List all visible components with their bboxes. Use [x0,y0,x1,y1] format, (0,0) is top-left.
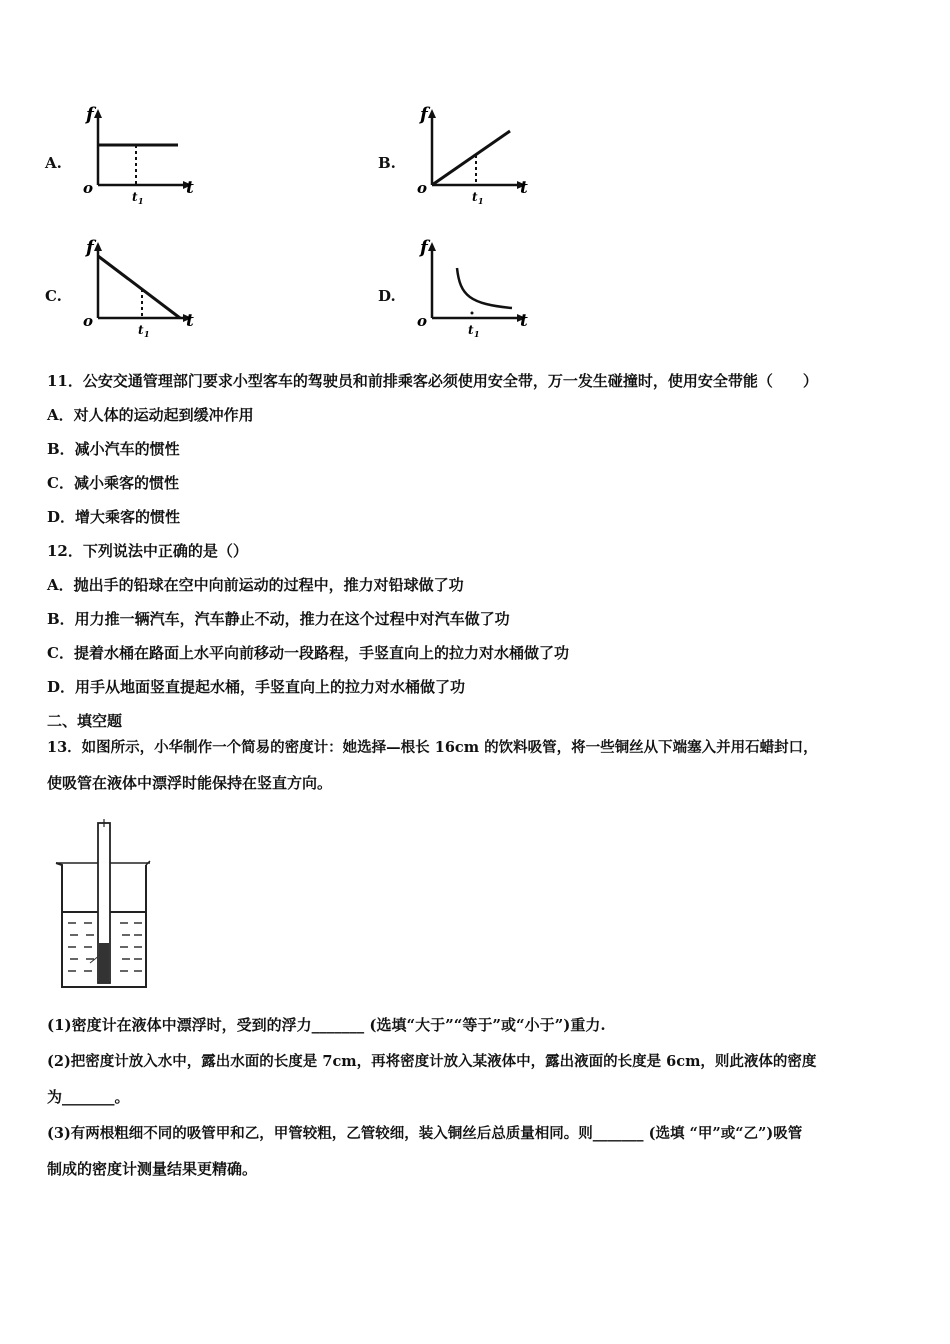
q12-option-c: C．提着水桶在路面上水平向前移动一段路程，手竖直向上的拉力对水桶做了功 [47,644,569,662]
q11-option-c: C．减小乘客的惯性 [47,474,179,492]
axis-label-t: t [186,311,194,331]
graph-d [412,238,532,338]
tick-label-t1: t [468,323,474,337]
q13-sub3-line2: 制成的密度计测量结果更精确。 [47,1160,258,1178]
q11-option-a: A．对人体的运动起到缓冲作用 [47,406,254,424]
axis-label-t: t [520,178,528,198]
axis-label-f: f [420,238,428,258]
tick-label-t1: t [138,323,144,337]
axis-label-f: f [420,105,428,125]
graph-c [78,238,198,338]
tick-label-t1: t [132,190,138,204]
q13-stem-line1: 13．如图所示，小华制作一个简易的密度计：她选择—根长 16cm 的饮料吸管，将一些铜丝从下端塞入并用石蜡封口， [47,739,818,756]
q12-option-d: D．用手从地面竖直提起水桶，手竖直向上的拉力对水桶做了功 [47,678,466,696]
axis-label-f: f [86,105,94,125]
tick-label-sub: 1 [138,196,144,205]
origin-label: o [417,312,428,330]
graph-b [412,105,532,205]
tick-label-t1: t [472,190,478,204]
option-label-d: D. [378,287,396,305]
beaker-figure [50,815,160,1000]
q11-option-b: B．减小汽车的惯性 [47,440,180,458]
q13-stem-line2: 使吸管在液体中漂浮时能保持在竖直方向。 [47,774,333,792]
option-label-a: A. [45,154,62,172]
section-title: 二、填空题 [47,712,123,730]
graph-a [78,105,198,205]
q13-sub2-line2: 为_______。 [47,1088,130,1106]
origin-label: o [417,179,428,197]
axis-label-t: t [520,311,528,331]
q11-option-d: D．增大乘客的惯性 [47,508,181,526]
q13-sub3-line1: (3)有两根粗细不同的吸管甲和乙，甲管较粗，乙管较细，装入铜丝后总质量相同。则_______ (选填 “甲”或“乙”)吸管 [47,1125,803,1142]
q13-sub1: (1)密度计在液体中漂浮时，受到的浮力_______ (选填“大于”“等于”或“小于”)重力. [47,1016,606,1034]
origin-label: o [83,179,94,197]
q12-option-b: B．用力推一辆汽车，汽车静止不动，推力在这个过程中对汽车做了功 [47,610,510,628]
tick-label-sub: 1 [144,329,150,338]
q12-option-a: A．抛出手的铅球在空中向前运动的过程中，推力对铅球做了功 [47,576,464,594]
axis-label-t: t [186,178,194,198]
q13-sub2-line1: (2)把密度计放入水中，露出水面的长度是 7cm，再将密度计放入某液体中，露出液面的长度是 6cm，则此液体的密度 [47,1053,817,1070]
option-label-b: B. [378,154,396,172]
tick-label-sub: 1 [474,329,480,338]
tick-label-sub: 1 [478,196,484,205]
option-label-c: C. [45,287,62,305]
axis-label-f: f [86,238,94,258]
q11-stem: 11．公安交通管理部门要求小型客车的驾驶员和前排乘客必须使用安全带，万一发生碰撞时，使用安全带能（ ） [47,372,818,390]
origin-label: o [83,312,94,330]
q12-stem: 12．下列说法中正确的是（） [47,542,248,560]
